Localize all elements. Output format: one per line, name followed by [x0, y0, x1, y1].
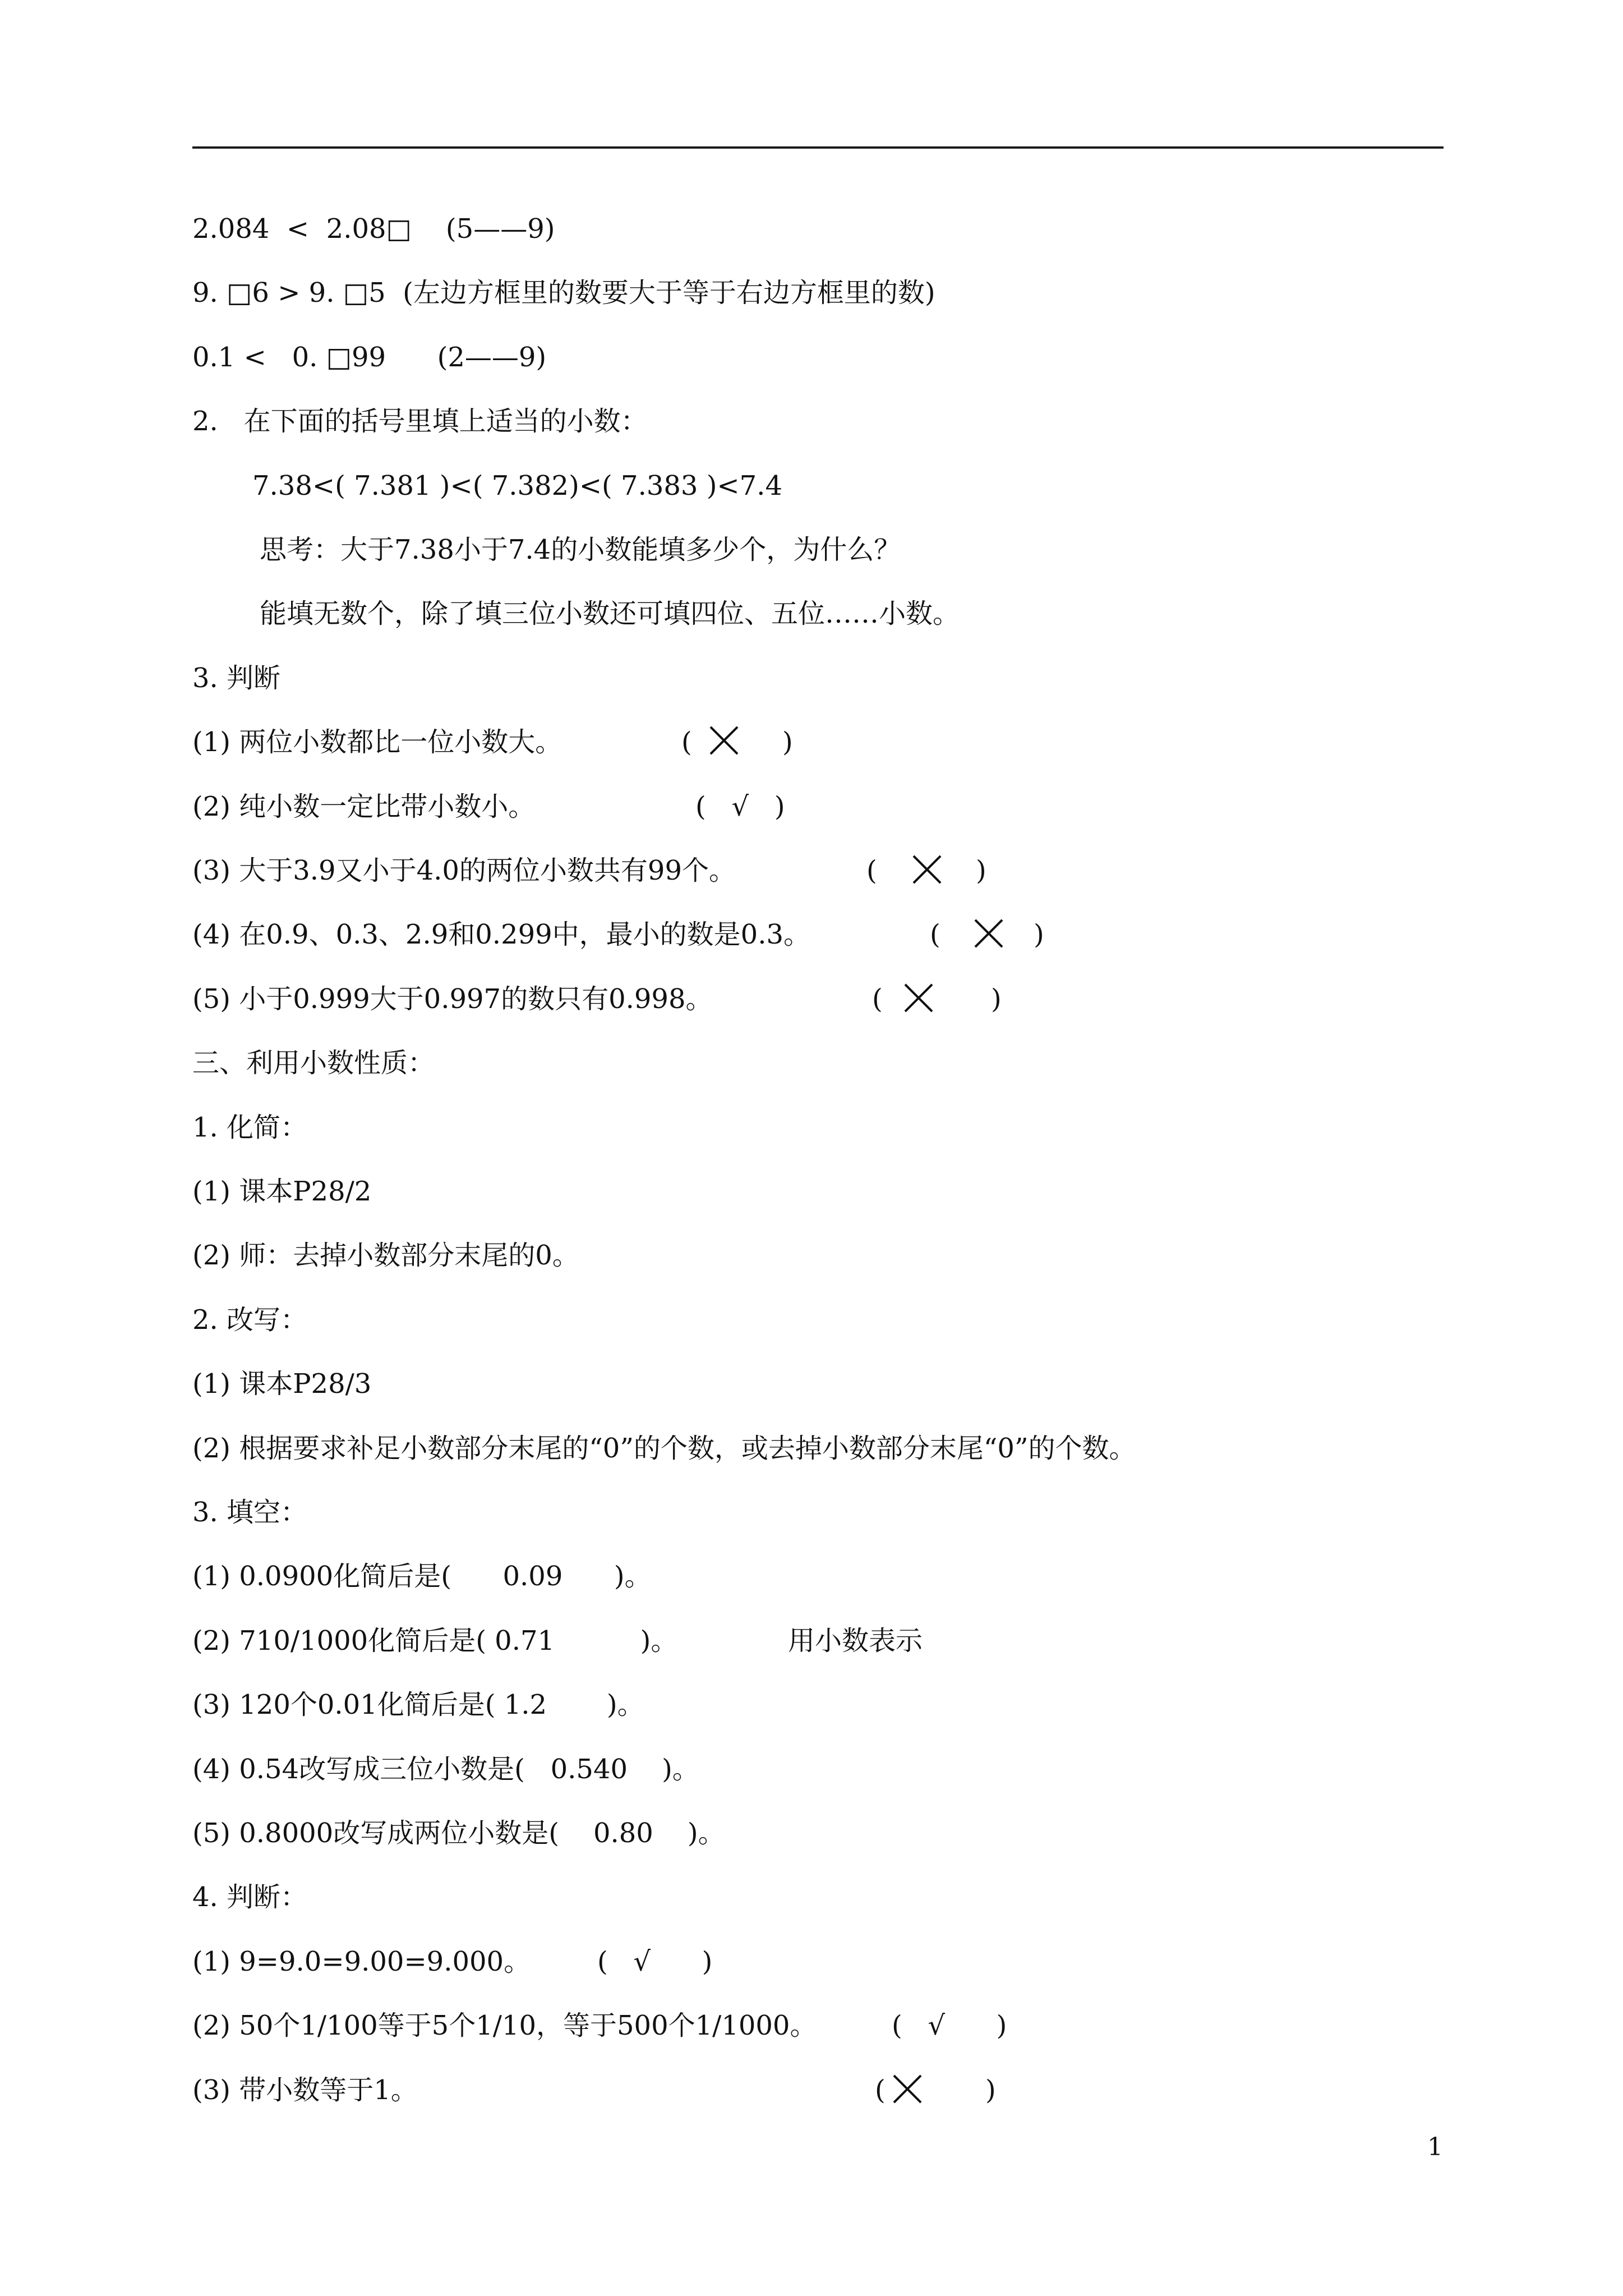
fill-item-3: (3) 120个0.01化简后是( 1.2 )。	[192, 1689, 644, 1720]
judge-item-5: (5) 小于0.999大于0.997的数只有0.998。	[192, 983, 713, 1015]
text-line-think: 思考：大于7.38小于7.4的小数能填多少个，为什么？	[260, 534, 901, 565]
text-line-textbook-2: (1) 课本P28/3	[192, 1368, 372, 1400]
cross-mark-icon	[892, 2073, 923, 2105]
section-heading-three: 三、利用小数性质：	[192, 1047, 435, 1079]
text-line-textbook-1: (1) 课本P28/2	[192, 1176, 372, 1207]
section-heading-3: 3. 判断	[192, 662, 281, 694]
page-number: 1	[1427, 2133, 1443, 2161]
judge2-item-2-answer: ( √ )	[892, 2010, 1007, 2041]
judge-item-4: (4) 在0.9、0.3、2.9和0.299中，最小的数是0.3。	[192, 919, 811, 950]
judge-item-5-open: (	[872, 983, 883, 1015]
judge-item-3-open: (	[866, 855, 877, 886]
judge-item-2: (2) 纯小数一定比带小数小。	[192, 791, 536, 822]
fill-item-5: (5) 0.8000改写成两位小数是( 0.80 )。	[192, 1818, 725, 1849]
subheading-simplify: 1. 化简：	[192, 1112, 308, 1143]
text-line-3: 0.1 < 0. □99 (2——9)	[192, 342, 547, 373]
judge-item-1-close: )	[782, 726, 793, 758]
section-heading-2: 2. 在下面的括号里填上适当的小数：	[192, 406, 648, 437]
judge2-item-3-close: )	[985, 2074, 996, 2106]
subheading-judge: 4. 判断：	[192, 1881, 308, 1913]
text-line-answer: 能填无数个，除了填三位小数还可填四位、五位……小数。	[260, 598, 960, 629]
judge-item-5-close: )	[991, 983, 1002, 1015]
cross-mark-icon	[903, 982, 934, 1014]
judge2-item-3-open: (	[875, 2074, 886, 2106]
judge-item-3: (3) 大于3.9又小于4.0的两位小数共有99个。	[192, 855, 736, 886]
cross-mark-icon	[973, 918, 1004, 949]
text-line-teacher: (2) 师：去掉小数部分末尾的0。	[192, 1240, 579, 1271]
judge2-item-2: (2) 50个1/100等于5个1/10，等于500个1/1000。	[192, 2010, 817, 2041]
subheading-fill: 3. 填空：	[192, 1497, 308, 1528]
judge2-item-3: (3) 带小数等于1。	[192, 2074, 418, 2106]
judge-item-4-open: (	[930, 919, 940, 950]
judge-item-1: (1) 两位小数都比一位小数大。	[192, 726, 562, 758]
judge-item-1-open: (	[681, 726, 692, 758]
judge-item-3-close: )	[976, 855, 986, 886]
fill-item-2-note: 用小数表示	[788, 1625, 923, 1657]
cross-mark-icon	[911, 854, 943, 885]
header-rule	[192, 146, 1444, 149]
fill-item-4: (4) 0.54改写成三位小数是( 0.540 )。	[192, 1754, 699, 1785]
text-line-sequence: 7.38<( 7.381 )<( 7.382)<( 7.383 )<7.4	[252, 470, 782, 501]
fill-item-1: (1) 0.0900化简后是( 0.09 )。	[192, 1561, 652, 1592]
cross-mark-icon	[708, 725, 740, 756]
text-line-1: 2.084 < 2.08□ (5——9)	[192, 213, 555, 245]
judge2-item-1-answer: ( √ )	[597, 1946, 713, 1977]
text-line-rule: (2) 根据要求补足小数部分末尾的“0”的个数，或去掉小数部分末尾“0”的个数。	[192, 1433, 1136, 1464]
fill-item-2: (2) 710/1000化简后是( 0.71 )。	[192, 1625, 678, 1657]
judge-item-2-answer: ( √ )	[695, 791, 785, 822]
judge-item-4-close: )	[1034, 919, 1044, 950]
subheading-rewrite: 2. 改写：	[192, 1304, 308, 1336]
text-line-2: 9. □6 > 9. □5 (左边方框里的数要大于等于右边方框里的数)	[192, 277, 935, 309]
judge2-item-1: (1) 9=9.0=9.00=9.000。	[192, 1946, 531, 1977]
